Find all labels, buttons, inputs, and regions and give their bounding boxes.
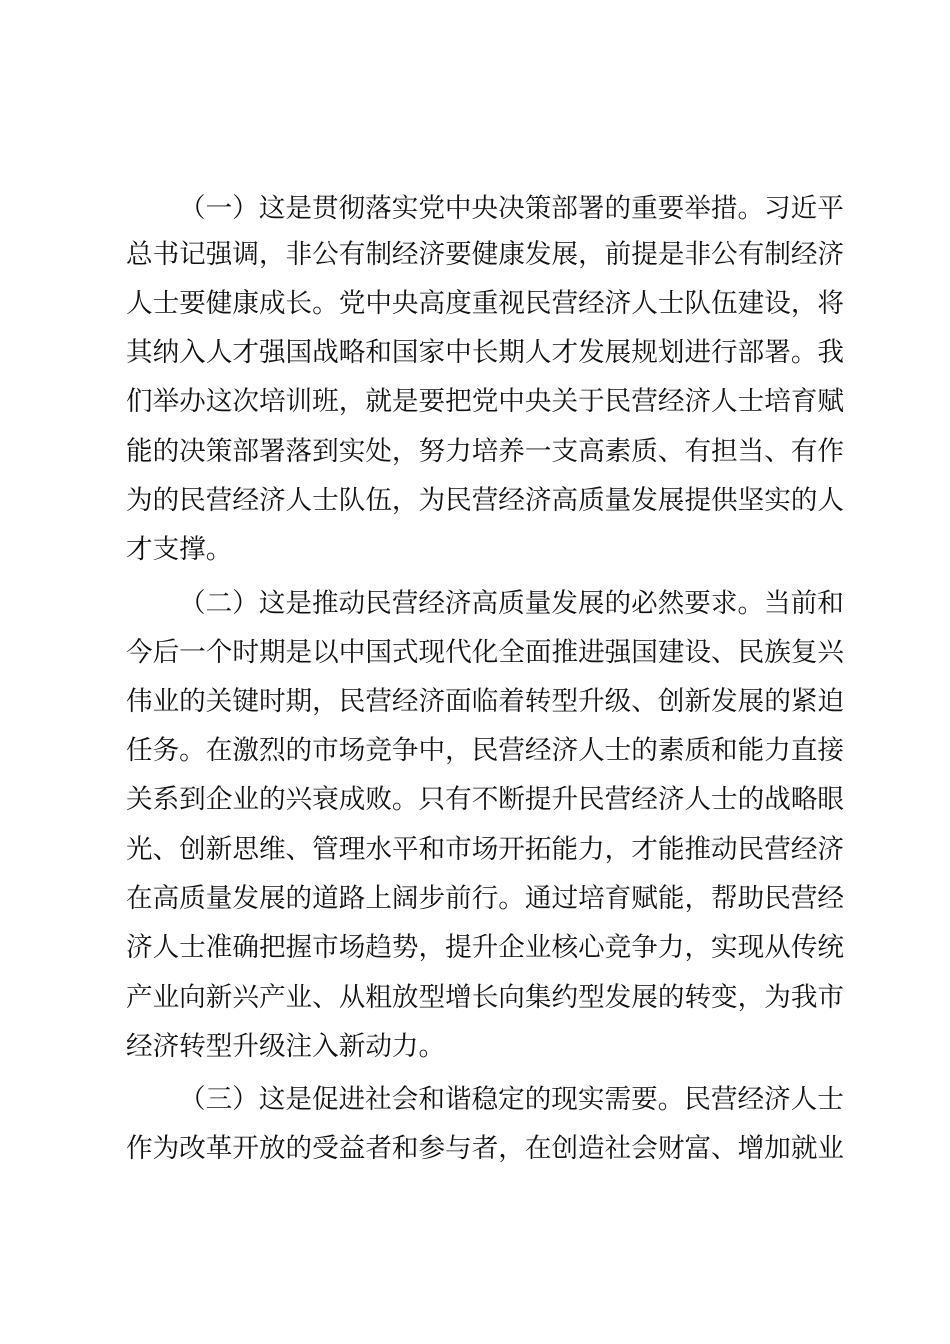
paragraph-3-line-1: （三）这是促进社会和谐稳定的现实需要。民营经济人士 [179, 1084, 844, 1115]
paragraph-1-line-5: 们举办这次培训班，就是要把党中央关于民营经济人士培育赋 [126, 386, 845, 417]
paragraph-2-line-9: 产业向新兴产业、从粗放型增长向集约型发展的转变，为我市 [126, 982, 845, 1013]
paragraph-1-line-3: 人士要健康成长。党中央高度重视民营经济人士队伍建设，将 [126, 288, 845, 319]
paragraph-2-line-1: （二）这是推动民营经济高质量发展的必然要求。当前和 [179, 588, 844, 619]
paragraph-1-line-1: （一）这是贯彻落实党中央决策部署的重要举措。习近平 [179, 193, 844, 224]
paragraph-1-line-4: 其纳入人才强国战略和国家中长期人才发展规划进行部署。我 [126, 337, 845, 368]
paragraph-2-line-7: 在高质量发展的道路上阔步前行。通过培育赋能，帮助民营经 [126, 883, 845, 914]
paragraph-1-line-7: 为的民营经济人士队伍，为民营经济高质量发展提供坚实的人 [126, 485, 845, 516]
paragraph-1-line-2: 总书记强调，非公有制经济要健康发展，前提是非公有制经济 [126, 239, 845, 270]
paragraph-2-line-5: 关系到企业的兴衰成败。只有不断提升民营经济人士的战略眼 [126, 784, 845, 815]
paragraph-2-line-8: 济人士准确把握市场趋势，提升企业核心竞争力，实现从传统 [126, 932, 845, 963]
paragraph-1-line-8: 才支撑。 [126, 534, 233, 565]
paragraph-2-line-4: 任务。在激烈的市场竞争中，民营经济人士的素质和能力直接 [126, 735, 845, 766]
paragraph-2-line-2: 今后一个时期是以中国式现代化全面推进强国建设、民族复兴 [126, 637, 845, 668]
paragraph-2-line-6: 光、创新思维、管理水平和市场开拓能力，才能推动民营经济 [126, 834, 845, 865]
paragraph-2-line-3: 伟业的关键时期，民营经济面临着转型升级、创新发展的紧迫 [126, 686, 845, 717]
paragraph-3-line-2: 作为改革开放的受益者和参与者，在创造社会财富、增加就业 [126, 1133, 845, 1164]
paragraph-2-line-10: 经济转型升级注入新动力。 [126, 1031, 446, 1062]
paragraph-1-line-6: 能的决策部署落到实处，努力培养一支高素质、有担当、有作 [126, 436, 845, 467]
